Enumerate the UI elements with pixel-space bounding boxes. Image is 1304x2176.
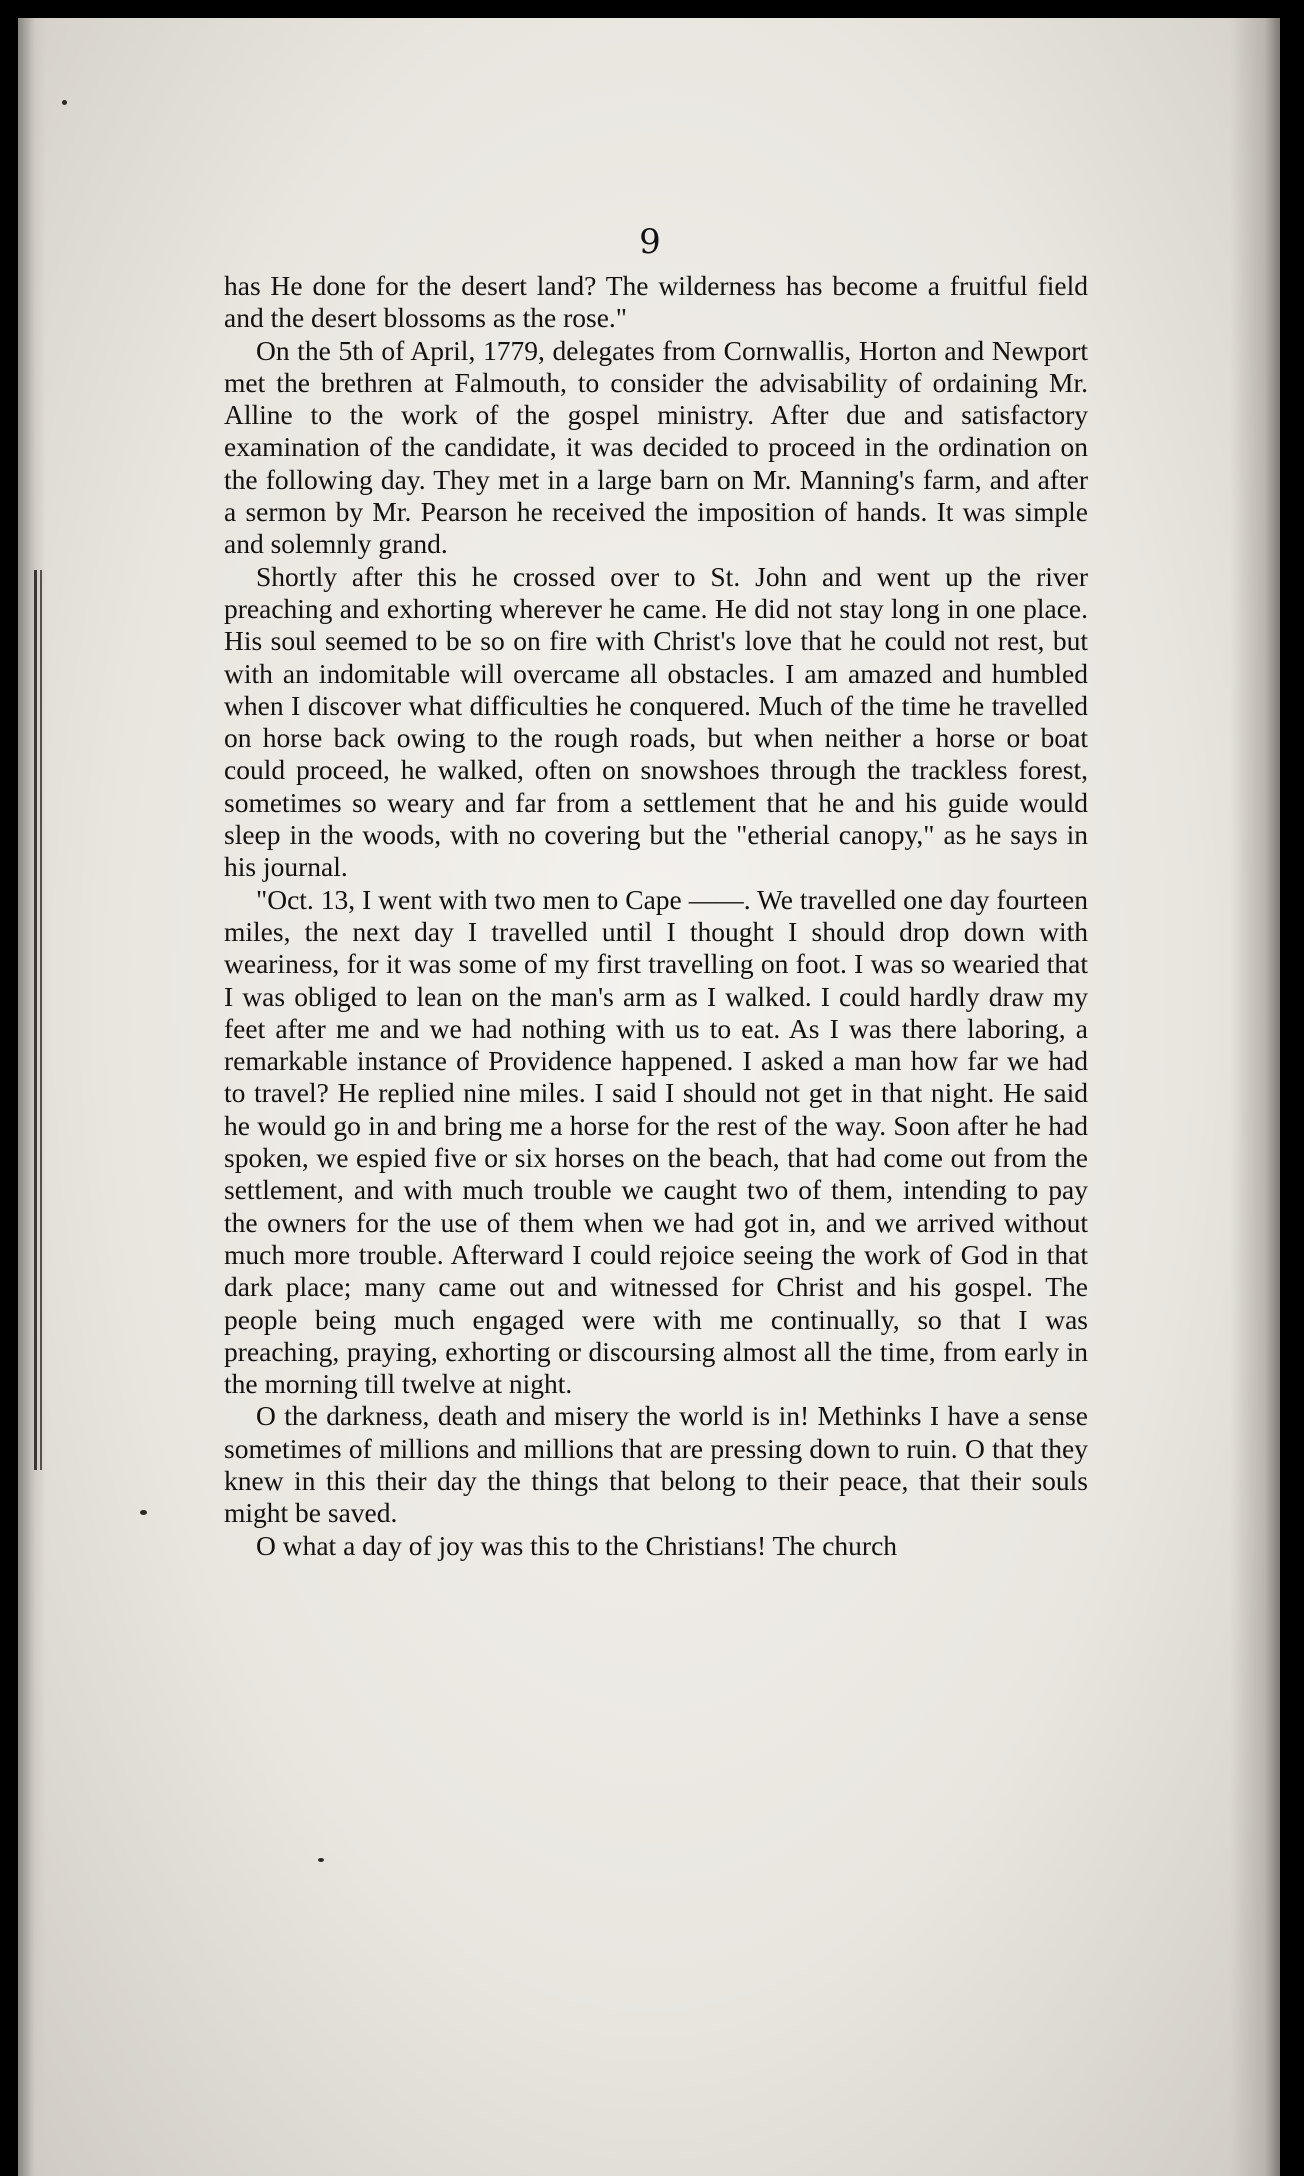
paragraph-4: "Oct. 13, I went with two men to Cape ——. We travelled one day fourteen miles, the next day I travelled until I thought I should drop down with weariness, for it was some of my first travelling on foot. I was so wearied that I was obliged to lean on the man's arm as I walked. I could hardly draw my feet after me and we had nothing with us to eat. As I was there laboring, a remarkable instance of Providence happened. I asked a man how far we had to travel? He replied nine miles. I said I should not get in that night. He said he would go in and bring me a horse for the rest of the way. Soon after he had spoken, we espied five or six horses on the beach, that had come out from the settlement, and with much trouble we caught two of them, intending to pay the owners for the use of them when we had got in, and we arrived without much more trouble. Afterward I could rejoice seeing the work of God in that dark place; many came out and witnessed for Christ and his gospel. The people being much engaged were with me continually, so that I was preaching, praying, exhorting or discoursing almost all the time, from early in the morning till twelve at night. [224, 883, 1088, 1400]
margin-rule-line [34, 570, 37, 1470]
page-edge-shadow [1230, 18, 1280, 2176]
ink-speck [318, 1858, 324, 1862]
paragraph-1: has He done for the desert land? The wilderness has become a fruitful field and the desert blossoms as the rose." [224, 270, 1088, 334]
body-text [224, 270, 1088, 1562]
ink-speck [140, 1510, 147, 1515]
paragraph-3: Shortly after this he crossed over to St. John and went up the river preaching and exhorting wherever he came. He did not stay long in one place. His soul seemed to be so on fire with Christ's love that he could not rest, but with an indomitable will overcame all obstacles. I am amazed and humbled when I discover what difficulties he conquered. Much of the time he travelled on horse back owing to the rough roads, but when neither a horse or boat could proceed, he walked, often on snowshoes through the trackless forest, sometimes so weary and far from a settlement that he and his guide would sleep in the woods, with no covering but the "etherial canopy," as he says in his journal. [224, 560, 1088, 883]
paragraph-2: On the 5th of April, 1779, delegates from Cornwallis, Horton and Newport met the brethren at Falmouth, to consider the advisability of ordaining Mr. Alline to the work of the gospel ministry. After due and satisfactory examination of the candidate, it was decided to proceed in the ordination on the following day. They met in a large barn on Mr. Manning's farm, and after a sermon by Mr. Pearson he received the imposition of hands. It was simple and solemnly grand. [224, 334, 1088, 560]
paragraph-6: O what a day of joy was this to the Christians! The church [256, 1529, 898, 1561]
margin-rule-line-inner [40, 570, 42, 1470]
page-number: 9 [639, 222, 661, 262]
ink-speck [62, 100, 67, 105]
paragraph-5: O the darkness, death and misery the world is in! Methinks I have a sense sometimes of millions and millions that are pressing down to ruin. O that they knew in this their day the things that belong to their peace, that their souls might be saved. [224, 1400, 1088, 1529]
